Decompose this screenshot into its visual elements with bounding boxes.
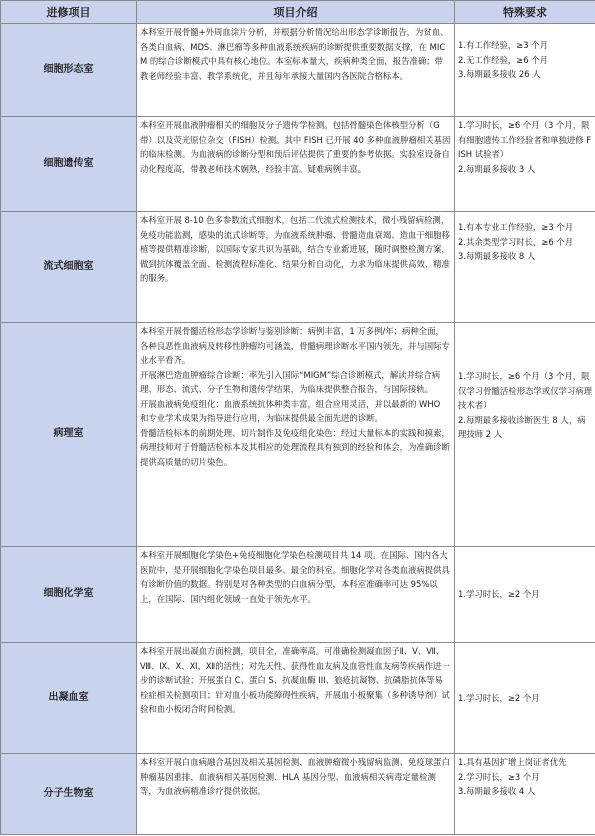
project-requirements xyxy=(455,212,595,323)
intro-paragraph: 本科室开展骨髓活检形态学诊断与鉴别诊断：病例丰富，1 万多例/年；病种全面，各种良恶性血液病及转移性肿瘤均可涵盖，骨髓病理诊断水平国内领先，并与国际专业水平看齐。 xyxy=(140,326,450,365)
project-intro xyxy=(137,323,455,547)
intro-paragraph: 骨髓活检标本的前期处理、切片制作及免疫组化染色：经过大量标本的实践和摸索，病理技师对于骨髓活检标本及其相应的处理流程具有独到的经验和体会，为准确诊断提供高质量的切片染色。 xyxy=(140,427,450,467)
requirement-item: 2.每期最多接收 3 人 xyxy=(458,163,536,174)
project-requirements xyxy=(455,24,595,117)
requirement-item: 2.学习时长，≥3 个月 xyxy=(458,771,540,782)
project-name: 细胞化学室 xyxy=(1,547,137,643)
requirement-item: 2.每期最多接收诊断医生 8 人，病理技师 2 人 xyxy=(458,414,586,439)
requirement-item: 1.学习时长，≥6 个月（3 个月，限仅学习骨髓活检形态学或仅学习病理技术者） xyxy=(458,371,592,410)
project-name: 出凝血室 xyxy=(1,643,137,754)
header-project: 进修项目 xyxy=(1,1,137,24)
project-requirements xyxy=(455,323,595,547)
requirement-item: 2.无工作经验，≥6 个月 xyxy=(458,54,548,65)
requirement-item: 1.学习时长，≥2 个月 xyxy=(458,692,540,703)
project-intro xyxy=(137,547,455,643)
table-row xyxy=(1,212,595,323)
table-row xyxy=(1,547,595,643)
intro-paragraph: 本科室开展 8-10 色多参数流式细胞术，包括二代流式检测技术，微小残留病检测，免疫功能监测，感染的流式诊断等，为血液系统肿瘤、骨髓造血衰竭、造血干细胞移植等提供精准诊断，以国际专家共识为基础，结合专业新进展，随时调整检测方案，做到抗体覆盖全面、检测流程标准化、结果分析自动化，力求为临床提供高效、精准的服务。 xyxy=(140,215,450,283)
project-requirements xyxy=(455,117,595,212)
intro-paragraph: 本科室开展骨髓+外周血涂片分析，并根据分析情况给出形态学诊断报告，为贫血、各类白血病、MDS、淋巴瘤等多种血液系统疾病的诊断提供重要数据支撑，在 MICM 的综合诊断模式中具有核心地位。本室标本量大，疾病种类全面，报告准确；带教老师经验丰富、教学系统化，并且每年承接大量国内各医院合格标本。 xyxy=(140,27,449,81)
project-requirements xyxy=(455,754,595,835)
header-requirements: 特殊要求 xyxy=(455,1,595,24)
requirement-item: 1.有本专业工作经验，≥3 个月 xyxy=(458,222,574,232)
project-intro xyxy=(137,754,455,835)
table-row xyxy=(1,754,595,835)
intro-paragraph: 本科室开展白血病融合基因及相关基因检测、血液肿瘤微小残留病监测、免疫球蛋白肿瘤基因重排、血液病相关基因检测、HLA 基因分型、血液病相关病毒定量检测等，为血液病精准诊疗提供依据。 xyxy=(140,757,450,796)
requirement-item: 3.每期最多接收 4 人 xyxy=(458,786,536,796)
table-row xyxy=(1,117,595,212)
table-header-row xyxy=(1,1,595,24)
requirement-item: 1.具有基因扩增上岗证者优先 xyxy=(458,757,567,767)
project-intro xyxy=(137,212,455,323)
requirement-item: 3.每期最多接收 26 人 xyxy=(458,69,541,79)
intro-paragraph: 本科室开展细胞化学染色+免疫细胞化学染色检测项目共 14 项。在国际、国内各大医院中，是开展细胞化学染色项目最多、最全的科室。细胞化学对各类血液病提供具有诊断价值的数据。特别是对各种类型的白血病分型，本科室准确率可达 95%以上，在国际、国内组化领域一直处于领先水平。 xyxy=(140,550,450,604)
table-row xyxy=(1,323,595,547)
requirement-item: 3.每期最多接收 8 人 xyxy=(458,251,536,261)
intro-paragraph: 本科室开展血液肿瘤相关的细胞及分子遗传学检测。包括骨髓染色体核型分析（G 带）以及荧光原位杂交（FISH）检测。其中 FISH 已开展 40 多种血液肿瘤相关基因的临床检测。为血液病的诊断分型和预后评估提供了重要的参考依据。实验室设备自动化程度高，带教老师技术娴熟，经验丰富。疑难病例丰富。 xyxy=(140,120,451,174)
intro-paragraph: 开展血液病免疫组化：血液系统抗体种类丰富，组合应用灵活，并以最新的 WHO 和专业学术成果为指导进行应用，为临床提供最全面先进的诊断。 xyxy=(140,398,441,423)
table-row xyxy=(1,643,595,754)
intro-paragraph: 本科室开展出凝血方面检测，项目全，准确率高。可准确检测凝血因子Ⅱ、Ⅴ、Ⅶ、Ⅷ、Ⅸ、Ⅹ、Ⅺ、Ⅻ的活性；对先天性、获得性血友病及血管性血友病等疾病作进一步的诊断试验；开展蛋白 C、蛋白 S、抗凝血酶 III、狼疮抗凝物、抗磷脂抗体等易栓症相关检测项目；针对血小板功能障碍性疾病，开展血小板聚集（多种诱导剂）试验和血小板闭合时间检测。 xyxy=(140,646,450,714)
requirement-item: 1.有工作经验，≥3 个月 xyxy=(458,40,548,50)
project-requirements xyxy=(455,547,595,643)
requirement-item: 2.其余类型学习时长，≥6 个月 xyxy=(458,236,574,247)
project-name: 细胞形态室 xyxy=(1,24,137,117)
project-name: 病理室 xyxy=(1,323,137,547)
requirement-item: 1.学习时长，≥2 个月 xyxy=(458,589,540,600)
table-row xyxy=(1,24,595,117)
header-intro: 项目介绍 xyxy=(137,1,455,24)
intro-paragraph: 开展淋巴造血肿瘤综合诊断：率先引入国际“MIGM”综合诊断模式，解读并综合病理、形态、流式、分子生物和遗传学结果，为临床提供整合报告，与国际接轨。 xyxy=(140,369,441,394)
project-requirements xyxy=(455,643,595,754)
project-intro xyxy=(137,24,455,117)
project-name: 细胞遗传室 xyxy=(1,117,137,212)
project-name: 分子生物室 xyxy=(1,754,137,835)
project-intro xyxy=(137,117,455,212)
requirement-item: 1.学习时长，≥6 个月（3 个月，限有细胞遗传工作经验者和单独进修 FISH 试验者） xyxy=(458,120,592,159)
project-intro xyxy=(137,643,455,754)
project-name: 流式细胞室 xyxy=(1,212,137,323)
